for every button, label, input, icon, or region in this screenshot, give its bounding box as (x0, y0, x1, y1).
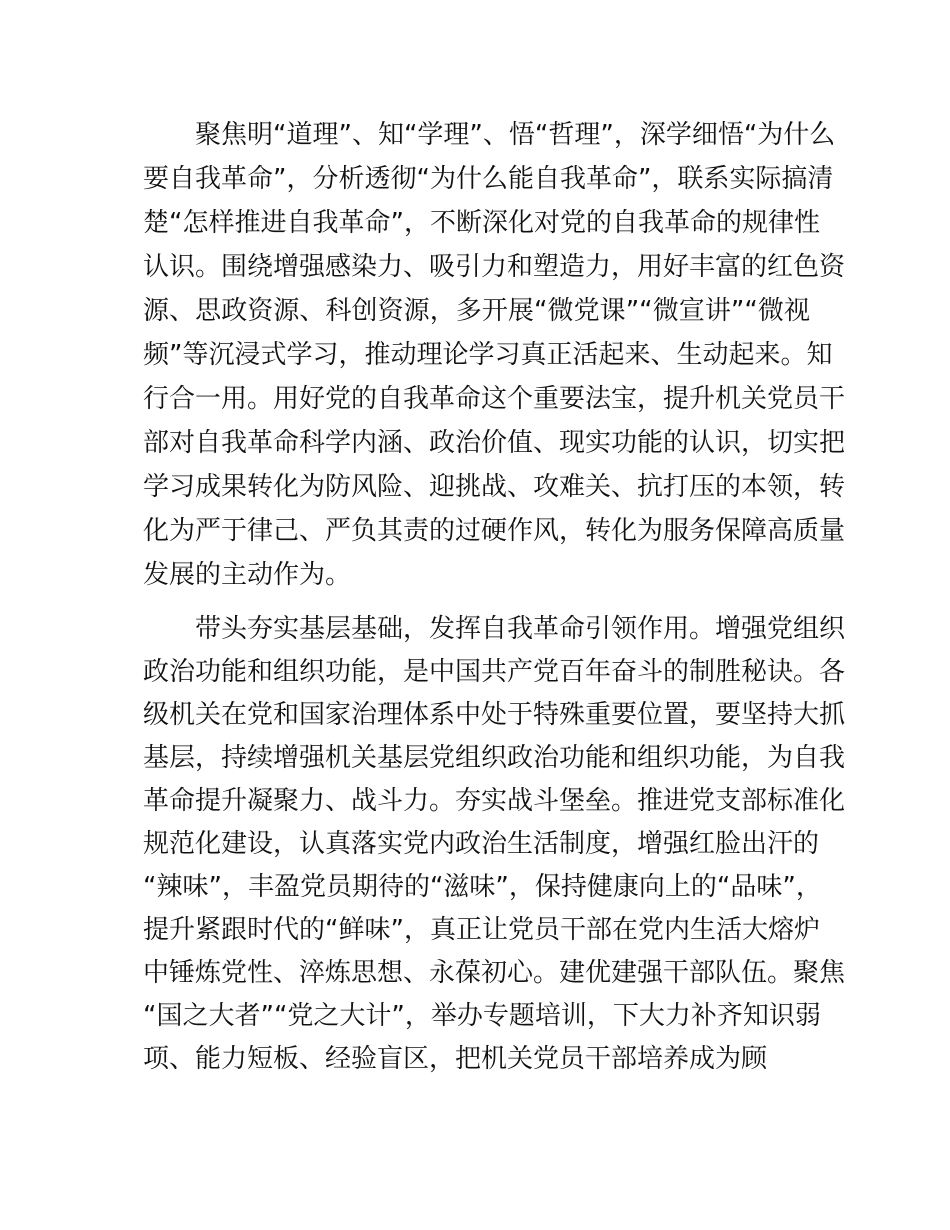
text-line: 发展的主动作为。 (143, 560, 352, 590)
text-line: 项、能力短板、经验盲区，把机关党员干部培养成为顾 (143, 1044, 768, 1074)
text-line: 楚“怎样推进自我革命”，不断深化对党的自我革命的规律性 (143, 208, 820, 238)
text-line: 带头夯实基层基础，发挥自我革命引领作用。增强党组织 (195, 614, 846, 644)
text-line: 部对自我革命科学内涵、政治价值、现实功能的认识，切实把 (143, 428, 846, 458)
text-line: 规范化建设，认真落实党内政治生活制度，增强红脸出汗的 (143, 829, 820, 859)
text-line: 基层，持续增强机关基层党组织政治功能和组织功能，为自我 (143, 743, 846, 773)
text-line: 革命提升凝聚力、战斗力。夯实战斗堡垒。推进党支部标准化 (143, 786, 846, 816)
text-line: 化为严于律己、严负其责的过硬作风，转化为服务保障高质量 (143, 516, 846, 546)
text-line: 学习成果转化为防风险、迎挑战、攻难关、抗打压的本领，转 (143, 472, 846, 502)
text-line: 提升紧跟时代的“鲜味”，真正让党员干部在党内生活大熔炉 (143, 915, 820, 945)
text-line: “国之大者”“党之大计”，举办专题培训，下大力补齐知识弱 (143, 1001, 821, 1031)
text-line: 聚焦明“道理”、知“学理”、悟“哲理”，深学细悟“为什么 (195, 120, 836, 150)
text-line: “辣味”，丰盈党员期待的“滋味”，保持健康向上的“品味”， (143, 872, 822, 902)
paragraph-grassroots-foundation (143, 608, 846, 1081)
text-line: 中锤炼党性、淬炼思想、永葆初心。建优建强干部队伍。聚焦 (143, 958, 846, 988)
text-line: 政治功能和组织功能，是中国共产党百年奋斗的制胜秘诀。各 (143, 657, 846, 687)
text-line: 要自我革命”，分析透彻“为什么能自我革命”，联系实际搞清 (143, 164, 834, 194)
text-line: 认识。围绕增强感染力、吸引力和塑造力，用好丰富的红色资 (143, 252, 846, 282)
text-line: 源、思政资源、科创资源，多开展“微党课”“微宣讲”“微视 (143, 296, 810, 326)
text-line: 行合一用。用好党的自我革命这个重要法宝，提升机关党员干 (143, 384, 846, 414)
paragraph-self-revolution-study (143, 113, 846, 597)
text-line: 级机关在党和国家治理体系中处于特殊重要位置，要坚持大抓 (143, 700, 846, 730)
text-line: 频”等沉浸式学习，推动理论学习真正活起来、生动起来。知 (143, 340, 833, 370)
